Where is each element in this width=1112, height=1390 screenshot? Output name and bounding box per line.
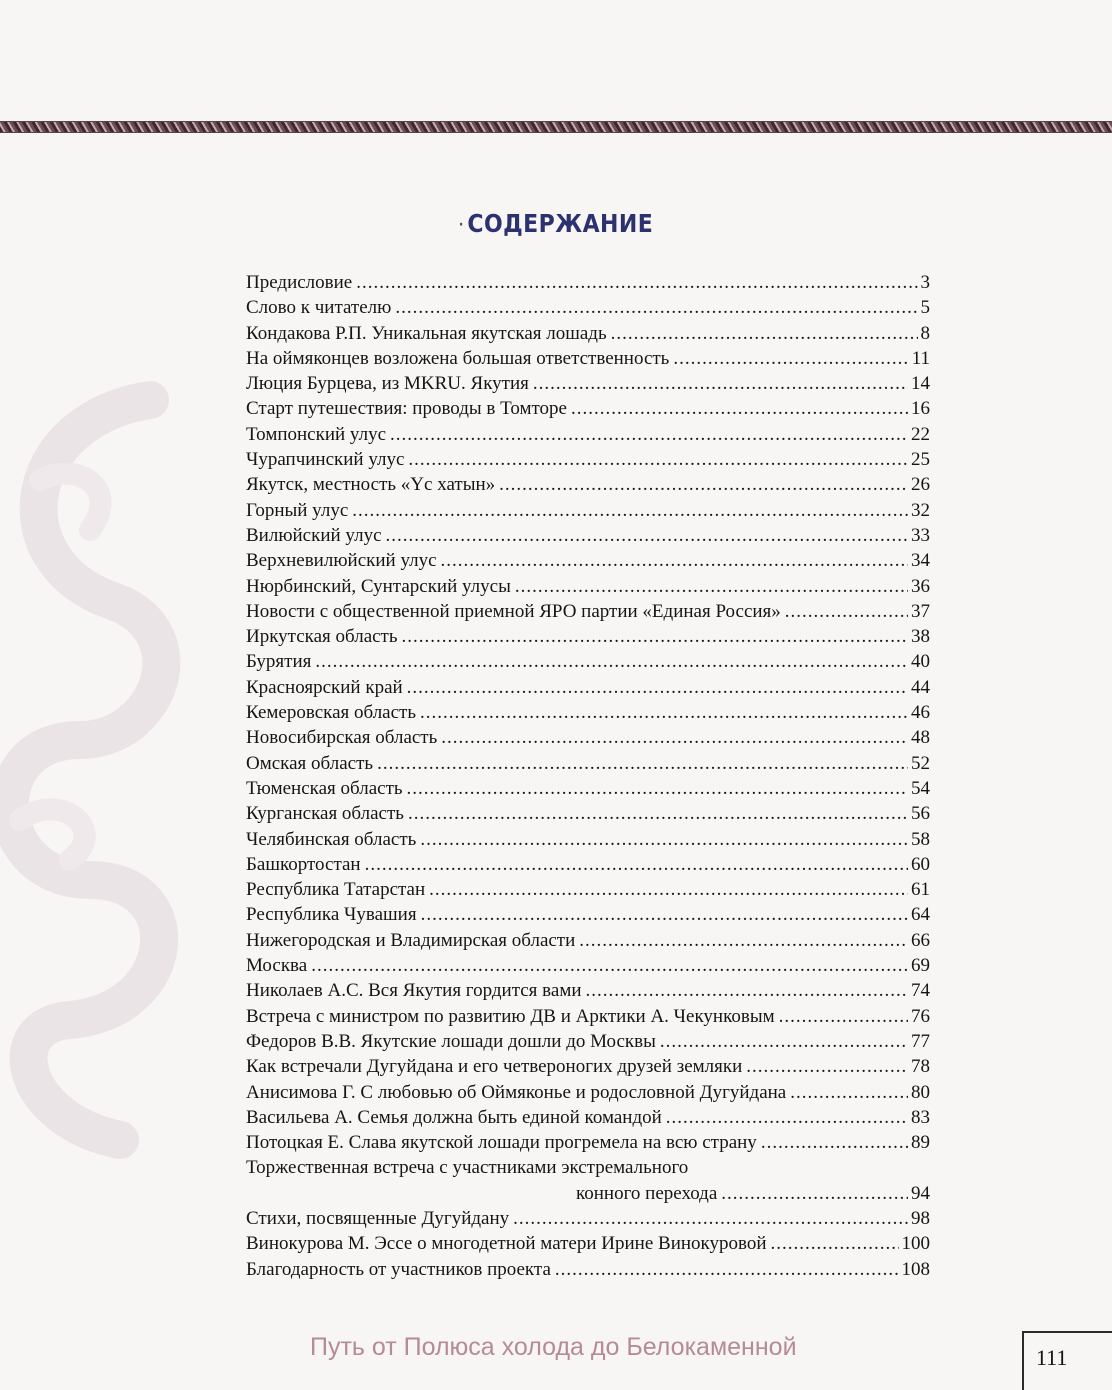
toc-entry-page: 83 [911, 1106, 930, 1128]
toc-leader-dots [666, 1105, 908, 1130]
toc-entry-page: 69 [911, 955, 930, 977]
background-ornament [0, 360, 260, 1180]
page-title: · СОДЕРЖАНИЕ [458, 209, 654, 238]
toc-entry-page: 14 [911, 373, 930, 395]
toc-entry-title: Республика Чувашия [246, 904, 417, 926]
toc-leader-dots [761, 1130, 908, 1155]
toc-entry-page: 61 [911, 879, 930, 901]
toc-entry-title: Новосибирская область [246, 727, 438, 749]
toc-entry-page: 64 [911, 904, 930, 926]
toc-entry-page: 98 [911, 1207, 930, 1229]
toc-leader-dots [441, 725, 908, 750]
toc-leader-dots [785, 599, 908, 624]
toc-entry [246, 346, 930, 371]
toc-leader-dots [660, 1029, 908, 1054]
toc-entry [246, 675, 930, 700]
toc-entry-title: Чурапчинский улус [246, 449, 405, 471]
toc-entry [246, 498, 930, 523]
toc-entry-page: 89 [911, 1132, 930, 1154]
toc-entry-title: Стихи, посвященные Дугуйдану [246, 1207, 510, 1229]
toc-leader-dots [499, 472, 908, 497]
toc-leader-dots [365, 852, 908, 877]
toc-entry [246, 801, 930, 826]
toc-entry-page: 100 [901, 1233, 930, 1255]
toc-entry [246, 1029, 930, 1054]
toc-leader-dots [407, 776, 908, 801]
toc-entry [246, 1231, 930, 1256]
toc-entry-title: Слово к читателю [246, 297, 392, 319]
toc-leader-dots [390, 422, 908, 447]
toc-leader-dots [513, 1206, 908, 1231]
toc-entry-page: 11 [911, 347, 930, 369]
toc-entry-title: Горный улус [246, 499, 349, 521]
toc-entry-page: 40 [911, 651, 930, 673]
toc-leader-dots [533, 371, 908, 396]
toc-entry-page: 66 [911, 929, 930, 951]
toc-entry-title: На оймяконцев возложена большая ответственность [246, 347, 670, 369]
toc-entry [246, 725, 930, 750]
toc-leader-dots [408, 801, 908, 826]
toc-leader-dots [386, 523, 908, 548]
toc-entry-page: 44 [911, 676, 930, 698]
toc-leader-dots [515, 574, 908, 599]
toc-leader-dots [315, 649, 908, 674]
toc-entry [246, 827, 930, 852]
toc-entry-page: 94 [911, 1182, 930, 1204]
toc-leader-dots [356, 270, 917, 295]
toc-entry-page: 26 [911, 474, 930, 496]
toc-entry-title: Республика Татарстан [246, 879, 426, 901]
toc-entry-page: 3 [920, 272, 930, 293]
toc-entry-page: 5 [920, 297, 930, 319]
toc-entry-title: Анисимова Г. С любовью об Оймяконье и родословной Дугуйдана [246, 1081, 787, 1103]
book-title-footer: Путь от Полюса холода до Белокаменной [310, 1333, 797, 1361]
toc-entry [246, 902, 930, 927]
toc-entry-title: Курганская область [246, 803, 404, 825]
toc-entry-title: Башкортостан [246, 853, 361, 875]
toc-entry-title: Благодарность от участников проекта [246, 1258, 551, 1280]
toc-entry-page: 80 [911, 1081, 930, 1103]
toc-entry [246, 447, 930, 472]
toc-entry [246, 472, 930, 497]
toc-entry [246, 953, 930, 978]
toc-entry-title: Верхневилюйский улус [246, 550, 437, 572]
toc-leader-dots [352, 498, 908, 523]
toc-entry-title: Нюрбинский, Сунтарский улусы [246, 575, 511, 597]
toc-entry [246, 371, 930, 396]
toc-entry [246, 1004, 930, 1029]
toc-entry-title: Омская область [246, 752, 374, 774]
toc-leader-dots [429, 877, 908, 902]
toc-entry [246, 396, 930, 421]
toc-entry-title: Новости с общественной приемной ЯРО партии «Единая Россия» [246, 600, 781, 622]
rope-border [0, 121, 1112, 133]
toc-leader-dots [779, 1004, 908, 1029]
toc-entry-page: 78 [911, 1056, 930, 1078]
toc-leader-dots [721, 1181, 908, 1206]
toc-entry-title: Николаев А.С. Вся Якутия гордится вами [246, 980, 582, 1002]
toc-entry-page: 108 [901, 1258, 930, 1280]
toc-entry-title: Федоров В.В. Якутские лошади дошли до Москвы [246, 1030, 656, 1052]
toc-leader-dots [790, 1080, 908, 1105]
toc-entry-title: Васильева А. Семья должна быть единой командой [246, 1106, 662, 1128]
toc-leader-dots [407, 675, 908, 700]
toc-leader-dots [377, 751, 908, 776]
toc-entry-title: Предисловие [246, 272, 353, 293]
toc-entry [246, 1181, 930, 1206]
toc-leader-dots [420, 827, 908, 852]
toc-leader-dots [421, 902, 908, 927]
toc-entry-title: Вилюйский улус [246, 524, 382, 546]
toc-entry-page: 46 [911, 702, 930, 724]
toc-leader-dots [673, 346, 908, 371]
toc-entry [246, 574, 930, 599]
toc-entry [246, 751, 930, 776]
toc-entry-title: Потоцкая Е. Слава якутской лошади прогремела на всю страну [246, 1132, 757, 1154]
toc-entry-page: 58 [911, 828, 930, 850]
toc-entry-title: Бурятия [246, 651, 312, 673]
toc-entry [246, 270, 930, 295]
toc-entry-title: конного перехода [576, 1182, 718, 1204]
toc-entry-title: Якутск, местность «Үс хатын» [246, 474, 496, 496]
toc-entry [246, 1206, 930, 1231]
toc-entry-page: 16 [911, 398, 930, 420]
toc-entry [246, 548, 930, 573]
toc-leader-dots [395, 295, 917, 320]
toc-entry-page: 54 [911, 777, 930, 799]
toc-entry-title: Томпонский улус [246, 423, 387, 445]
toc-entry [246, 295, 930, 320]
toc-leader-dots [408, 447, 908, 472]
toc-entry-page: 52 [911, 752, 930, 774]
toc-entry [246, 422, 930, 447]
toc-leader-dots [420, 700, 908, 725]
toc-entry [246, 1105, 930, 1130]
toc-leader-dots [441, 548, 908, 573]
toc-entry-page: 34 [911, 550, 930, 572]
toc-entry-continued: Торжественная встреча с участниками экстремального [246, 1157, 689, 1179]
toc-entry-page: 48 [911, 727, 930, 749]
toc-leader-dots [746, 1054, 908, 1079]
toc-entry-page: 32 [911, 499, 930, 521]
toc-leader-dots [586, 978, 908, 1003]
toc-entry-title: Кемеровская область [246, 702, 417, 724]
toc-entry-title: Кондакова Р.П. Уникальная якутская лошадь [246, 322, 607, 344]
toc-entry [246, 1080, 930, 1105]
toc-entry [246, 523, 930, 548]
toc-entry [246, 1257, 930, 1282]
toc-entry [246, 1130, 930, 1155]
toc-entry [246, 624, 930, 649]
toc-entry [246, 700, 930, 725]
toc-entry [246, 321, 930, 346]
title-bullet: · [458, 217, 464, 233]
toc-entry-page: 38 [911, 626, 930, 648]
toc-entry-title: Старт путешествия: проводы в Томторе [246, 398, 567, 420]
toc-entry [246, 978, 930, 1003]
toc-entry-title: Тюменская область [246, 777, 403, 799]
page-number: 111 [1036, 1345, 1068, 1370]
toc-leader-dots [771, 1231, 899, 1256]
toc-entry-title: Встреча с министром по развитию ДВ и Арктики А. Чекунковым [246, 1005, 775, 1027]
toc-entry-page: 8 [920, 322, 930, 344]
toc-entry-page: 25 [911, 449, 930, 471]
table-of-contents [246, 270, 930, 1282]
toc-leader-dots [579, 928, 908, 953]
toc-leader-dots [311, 953, 908, 978]
toc-entry [246, 852, 930, 877]
toc-entry-title: Красноярский край [246, 676, 403, 698]
toc-entry-title: Челябинская область [246, 828, 417, 850]
toc-leader-dots [611, 321, 918, 346]
toc-entry-page: 76 [911, 1005, 930, 1027]
toc-entry [246, 776, 930, 801]
toc-leader-dots [402, 624, 908, 649]
toc-entry [246, 599, 930, 624]
toc-entry-title: Винокурова М. Эссе о многодетной матери Ирине Винокуровой [246, 1233, 767, 1255]
toc-entry [246, 877, 930, 902]
toc-entry-page: 56 [911, 803, 930, 825]
toc-entry-page: 74 [911, 980, 930, 1002]
toc-entry-title: Как встречали Дугуйдана и его четвероногих друзей земляки [246, 1056, 743, 1078]
toc-leader-dots [571, 396, 908, 421]
toc-entry-title: Люция Бурцева, из MKRU. Якутия [246, 373, 529, 395]
toc-entry-page: 33 [911, 524, 930, 546]
toc-entry [246, 1054, 930, 1079]
toc-entry-title: Москва [246, 955, 308, 977]
toc-entry-title: Нижегородская и Владимирская области [246, 929, 576, 951]
toc-entry-page: 36 [911, 575, 930, 597]
toc-entry-page: 60 [911, 853, 930, 875]
toc-entry [246, 928, 930, 953]
toc-entry [246, 649, 930, 674]
toc-entry-title: Иркутская область [246, 626, 398, 648]
toc-entry-page: 37 [911, 600, 930, 622]
toc-entry-page: 77 [911, 1030, 930, 1052]
toc-entry-page: 22 [911, 423, 930, 445]
toc-leader-dots [555, 1257, 899, 1282]
